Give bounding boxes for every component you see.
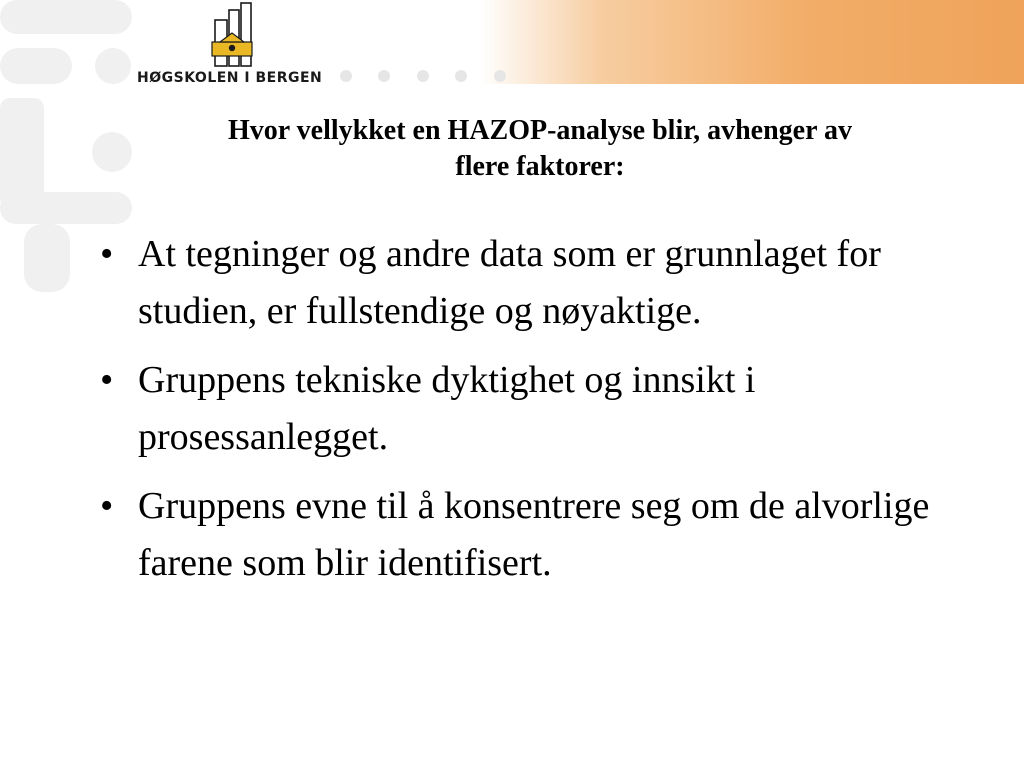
title-line-1: Hvor vellykket en HAZOP-analyse blir, avhenger av (227, 115, 853, 146)
bullet-text: Gruppens evne til å konsentrere seg om de alvorlige farene som blir identifisert. (138, 485, 930, 584)
bullet-symbol: • (100, 359, 114, 401)
title-line-2: flere faktorer: (455, 151, 625, 182)
bullet-text: At tegninger og andre data som er grunnlaget for studien, er fullstendige og nøyaktige. (138, 233, 881, 332)
logo-text: HØGSKOLEN I BERGEN (137, 70, 323, 86)
bullet-item (100, 352, 1000, 466)
bullet-item (100, 478, 1000, 592)
decorative-dots (338, 66, 518, 86)
bullet-text: Gruppens tekniske dyktighet og innsikt i prosessanlegget. (138, 359, 756, 458)
building-logo-icon (210, 2, 254, 68)
bullet-symbol: • (100, 233, 114, 275)
slide-title (140, 113, 940, 185)
bullet-item (100, 226, 1000, 340)
header-gradient-bar (480, 0, 1024, 84)
bullet-list (100, 226, 1000, 604)
bullet-symbol: • (100, 485, 114, 527)
